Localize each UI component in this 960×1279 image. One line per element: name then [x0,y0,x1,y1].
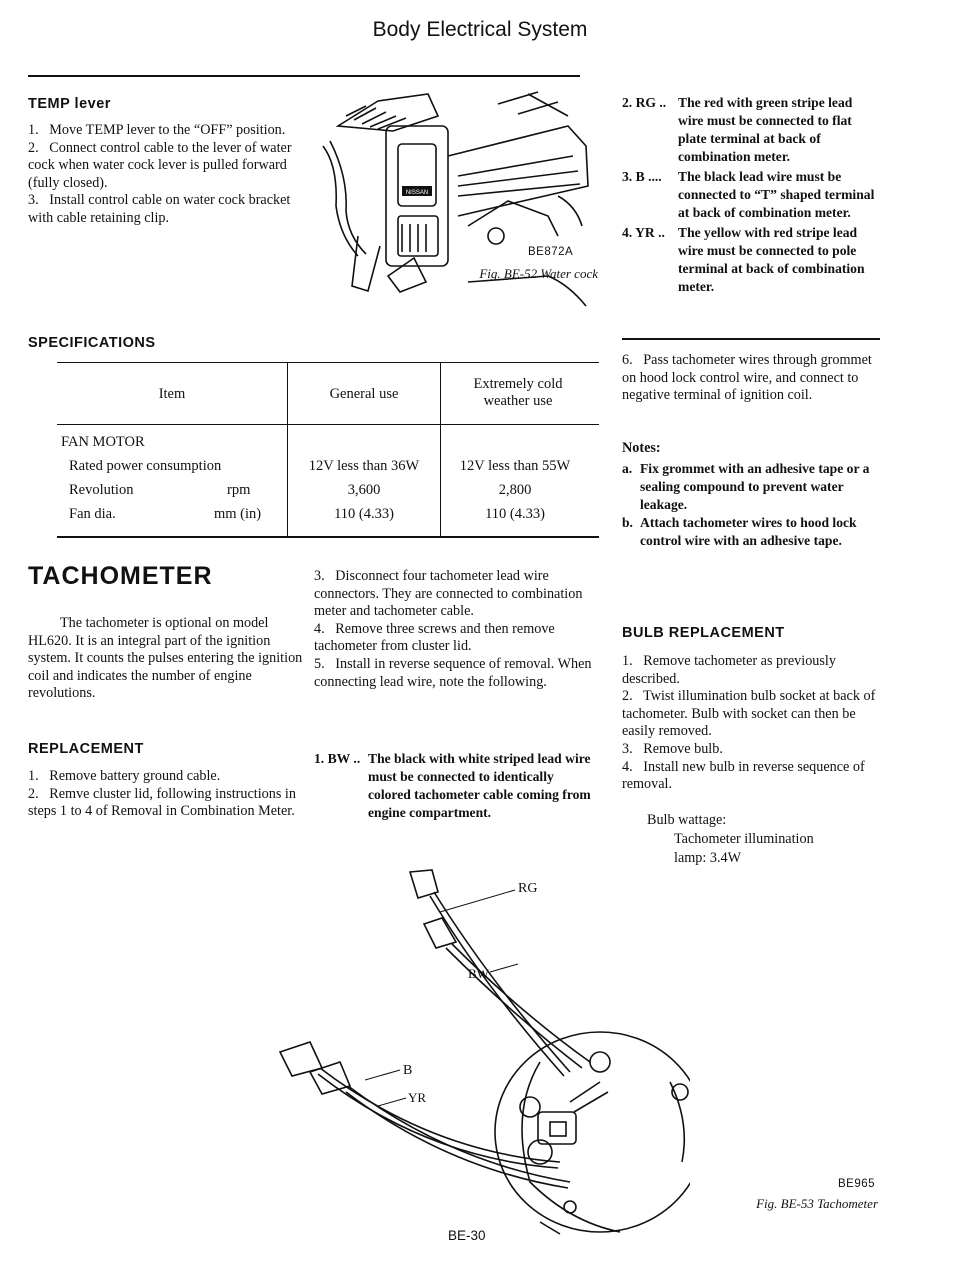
connector-bw [424,918,456,948]
fig52-label: BE872A [528,246,574,258]
wire-rg: 2. RG .. The red with green stripe lead wire must be connected to flat plate terminal at back of combination meter. [622,95,853,164]
temp-step: 2. Connect control cable to the lever of water cock when water cock lever is pulled forward (fully closed). [28,139,292,191]
callout-rg: RG [518,881,538,896]
replacement-step: 2. Remve cluster lid, following instructions in steps 1 to 4 of Removal in Combination Meter. [28,785,296,820]
row-unit: rpm [227,482,251,498]
replacement-step: 4. Remove three screws and then remove tachometer from cluster lid. [314,620,555,655]
callout-bw: BW [468,966,489,981]
tachometer-intro: The tachometer is optional on model HL620. It is an integral part of the ignition system. It counts the pulses entering the ignition coil and indicates the number of engine revolutions. [28,615,303,702]
fig53-caption: Fig. BE-53 Tachometer [756,1196,878,1211]
tachometer-heading: TACHOMETER [28,562,213,590]
wire-list-right [622,94,880,296]
fig52-caption: Fig. BE-52 Water cock [479,266,598,281]
wire-bw: 1. BW .. The black with white striped lead wire must be connected to identically colored tachometer cable coming from engine compartment. [314,751,591,820]
right-rule [622,338,880,340]
temp-lever-heading: TEMP lever [28,96,111,112]
connector-rg [410,870,438,898]
bulb-heading: BULB REPLACEMENT [622,625,785,641]
figure-tachometer [270,862,690,1240]
fig53-label: BE965 [838,1178,876,1190]
bulb-wattage-label: Bulb wattage: [647,812,727,828]
figure-water-cock [318,86,600,322]
replacement-heading: REPLACEMENT [28,741,144,757]
replacement-steps-middle [314,568,598,691]
col-header-general: General use [329,386,399,402]
row-item: Revolution [69,482,134,498]
table-rule [57,362,599,363]
note-item: b. Attach tachometer wires to hood lock control wire with an adhesive tape. [622,515,857,548]
row-general: 110 (4.33) [334,506,394,522]
page-number: BE-30 [448,1228,486,1243]
col-header-item: Item [158,386,186,402]
row-cold: 110 (4.33) [485,506,545,522]
row-general: 12V less than 36W [308,458,420,474]
temp-lever-steps [28,122,292,228]
note-item: a. Fix grommet with an adhesive tape or a sealing compound to prevent water leakage. [622,461,870,512]
table-rule [57,424,599,425]
bulb-step: 1. Remove tachometer as previously described. [622,653,836,687]
bulb-step: 3. Remove bulb. [622,740,723,757]
connector-yr [310,1062,350,1094]
temp-step: 1. Move TEMP lever to the “OFF” position. [28,122,286,138]
bulb-wattage-line2: lamp: 3.4W [674,850,741,866]
bulb-step: 4. Install new bulb in reverse sequence of removal. [622,758,865,793]
spec-table [57,354,599,540]
group-fan-motor: FAN MOTOR [61,434,145,450]
row-general: 3,600 [347,482,381,498]
row-item: Rated power consumption [69,458,222,474]
replacement-step: 3. Disconnect four tachometer lead wire connectors. They are connected to combination meter and tachometer cable. [314,568,583,620]
replacement-steps-left [28,768,306,821]
callout-b: B [403,1063,413,1078]
bulb-steps [622,653,880,794]
wire-yr: 4. YR .. The yellow with red stripe lead wire must be connected to pole terminal at back of combination meter. [622,225,865,294]
step-6: 6. Pass tachometer wires through grommet on hood lock control wire, and connect to negative terminal of ignition coil. [622,352,872,404]
callout-yr: YR [408,1090,427,1105]
notes-heading: Notes: [622,440,661,456]
specifications-heading: SPECIFICATIONS [28,335,156,351]
col-header-cold: Extremely cold weather use [473,376,563,409]
header-rule [28,75,580,77]
nissan-badge: NISSAN [405,190,429,196]
bulb-step: 2. Twist illumination bulb socket at back of tachometer. Bulb with socket can then be easily removed. [622,688,876,740]
row-item: Fan dia. [69,506,116,522]
row-cold: 2,800 [498,482,532,498]
replacement-step: 5. Install in reverse sequence of removal. When connecting lead wire, note the following. [314,655,592,690]
notes-list [622,460,880,550]
table-rule [57,536,599,538]
temp-step: 3. Install control cable on water cock bracket with cable retaining clip. [28,192,291,226]
row-unit: mm (in) [214,506,262,522]
wire-b: 3. B .... The black lead wire must be connected to “T” shaped terminal at back of combination meter. [622,169,875,220]
tachometer-illustration [270,862,690,1240]
replacement-step: 1. Remove battery ground cable. [28,768,221,784]
page-header: Body Electrical System [372,18,588,41]
row-cold: 12V less than 55W [459,458,571,474]
bulb-wattage-line1: Tachometer illumination [674,831,814,847]
water-cock-illustration [318,86,600,322]
